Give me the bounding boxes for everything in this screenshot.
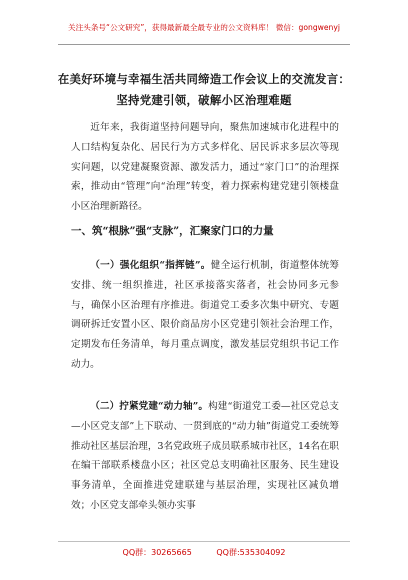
item-1-text: 健全运行机制，街道整体统筹安排、统一组织推进，社区承接落实落者，社会协同多元参与，确保小区治理有序推进。街道党工委多次集中研究、专题调研拆迁安置小区、限价商品房小区党建引领社会治理工作，定期发布任务清单，每月重点调度，激发基层党组织书记工作动力。 [71, 260, 339, 370]
item-2-text: 构建“街道党工委—社区党总支—小区党支部”上下联动、一贯到底的“动力轴”街道党工委统筹推动社区基层治理，3名党政班子成员联系城市社区，14名在职在编干部联系楼盘小区；社区党总支明确社区服务、民生建设事务清单，全面推进党建联建与基层治理，实现社区减负增效；小区党支部牵头领办实事 [71, 401, 339, 511]
footer-qq-group-2: QQ群:535304092 [216, 548, 286, 557]
item-1-lead: （一）强化组织“指挥链”。 [90, 260, 211, 271]
footer-qq-group-1: QQ群：30265665 [122, 548, 192, 557]
paragraph-item-2 [71, 397, 339, 516]
document-title-line1: 在美好环境与幸福生活共同缔造工作会议上的交流发言： [57, 72, 351, 86]
intro-paragraph: 近年来，我街道坚持问题导向，聚焦加速城市化进程中的人口结构复杂化、居民行为方式多样化、居民诉求多层次等现实问题，以党建凝聚资源、激发活力，通过“家门口”的治理探索，推动由“管理”向“治理”转变，着力探索构建党建引领楼盘小区治理新路径。 [71, 122, 339, 213]
section-heading-1: 一、筑“根脉”强“支脉”，汇聚家门口的力量 [71, 225, 274, 237]
footer [0, 547, 408, 558]
item-2-lead: （二）拧紧党建“动力轴”。 [90, 401, 209, 412]
document-title-line2: 坚持党建引领，破解小区治理难题 [116, 93, 292, 107]
paragraph-item-1 [71, 256, 339, 375]
header-banner: 关注头条号“公文研究”，获得最新最全最专业的公文资料库！ 微信：gongwenyj [68, 23, 340, 32]
footer-divider [58, 541, 350, 542]
header-divider [58, 44, 350, 45]
